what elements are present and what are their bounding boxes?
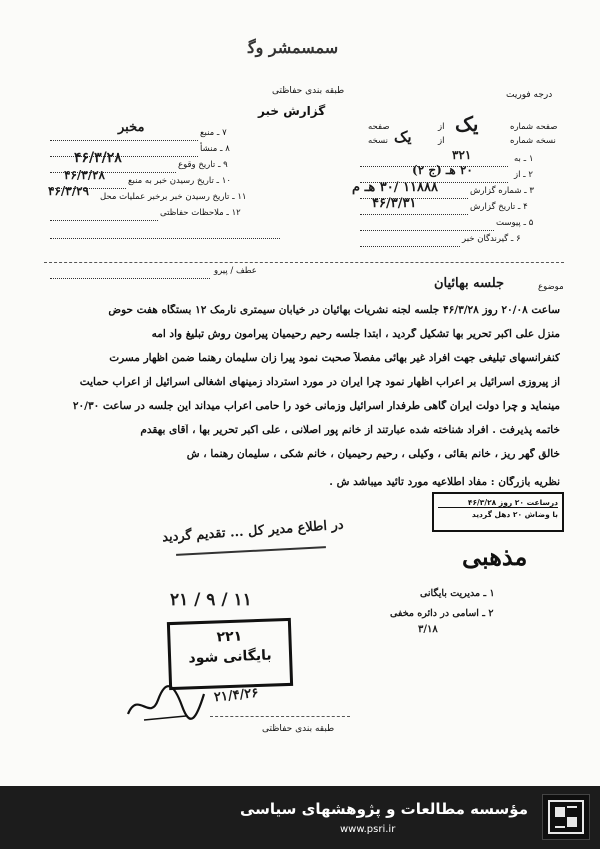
- archive-stamp-text: بایگانی شود: [188, 647, 272, 667]
- field-received-source-label: ۱۰ ـ تاریخ رسیدن خبر به منبع: [128, 176, 231, 186]
- page-number-label: صفحه شماره: [510, 122, 558, 132]
- body-line: ساعت ۲۰/۰۸ روز ۴۶/۳/۲۸ جلسه لجنه نشریات بهائیان در خیابان سیمتری نارمک ۱۲ بستگاه هفت حوض: [108, 304, 560, 316]
- copy-number-label: نسخه شماره: [510, 136, 556, 146]
- institute-logo: [542, 794, 590, 840]
- ref-label: عطف / پیرو: [214, 266, 257, 276]
- category-stamp: مذهبی: [462, 542, 528, 571]
- stamp-note: ۱ ـ مدیریت بایگانی: [420, 588, 495, 599]
- opinion-line: نظریه بازرگان : مفاد اطلاعیه مورد تائید میباشد ش .: [329, 476, 560, 488]
- body-line: کنفرانسهای تبلیغی جهت افراد غیر بهائی مفصلاً صحبت نمود پیرا زان سلیمان رهنما ضمن اظهار مسرت: [109, 352, 560, 364]
- field-report-number-label: ۳ ـ شماره گزارش: [470, 186, 534, 196]
- body-line: خالق گهر ریز ، خانم بقائی ، وکیلی ، رحیم رحیمیان ، خانم شکی ، سلیمان رهنما ، ش: [186, 448, 560, 460]
- body-line: از پیروزی اسرائیل بر اعراب اظهار نمود چرا ایران در مورد استرداد زمینهای اشغالی اسرائیل از اعراب حمایت: [79, 376, 560, 388]
- handwritten-referral: در اطلاع مدیر کل ... تقدیم گردید: [161, 517, 345, 546]
- institute-name: مؤسسه مطالعات و پژوهشهای سیاسی: [239, 800, 528, 818]
- field-source-label: ۷ ـ منبع: [200, 128, 227, 138]
- handwriting-underline: [176, 546, 326, 556]
- stamp-note: ۲ ـ اسامی در دائره مخفی: [390, 608, 494, 619]
- field-from-value: ۲۰ هـ (ج ۲): [412, 163, 473, 177]
- field-source-value: مخبر: [118, 120, 145, 135]
- field-report-date-label: ۴ ـ تاریخ گزارش: [470, 202, 528, 212]
- logo-mark-icon: [543, 795, 589, 839]
- urgency-label: درجه فوریت: [506, 90, 553, 100]
- footer-band: [0, 786, 600, 849]
- page-of-label: از: [438, 122, 445, 132]
- field-security-notes-label: ۱۲ ـ ملاحظات حفاظتی: [160, 208, 241, 218]
- page-unit-label: صفحه: [368, 122, 390, 132]
- page-value: یک: [455, 112, 479, 136]
- footer-classification: طبقه بندی حفاظتی: [262, 724, 335, 734]
- field-from-label: ۲ ـ از: [514, 170, 533, 180]
- ref-box-line1: درساعت ۲۰ روز ۴۶/۳/۲۸: [438, 498, 558, 508]
- archive-stamp-number: ۲۲۱: [216, 628, 243, 646]
- field-origin-label: ۸ ـ منشأ: [200, 144, 230, 154]
- field-received-source-value: ۴۶/۳/۲۸: [64, 168, 105, 182]
- body-line: منزل علی اکبر تحریر بها تشکیل گردید ، ابتدا جلسه رحیم رحیمیان پیرامون روش تبلیغ واد امه: [151, 328, 560, 340]
- copy-of-label: از: [438, 136, 445, 146]
- subject-label: موضوع: [538, 282, 564, 292]
- field-recipients-label: ۶ ـ گیرندگان خبر: [462, 234, 521, 244]
- field-to-value: ۳۲۱: [452, 148, 472, 162]
- ref-box-stamp: [432, 492, 564, 532]
- subject-value: جلسه بهائیان: [434, 276, 505, 291]
- copy-value: یک: [394, 128, 412, 146]
- ref-box-line2: با وضاش ۲۰ دهل گردید: [471, 510, 558, 519]
- handwritten-date: ۲۱ / ۹ / ۱۱: [170, 590, 252, 610]
- field-attachment-label: ۵ ـ پیوست: [496, 218, 534, 228]
- field-received-ops-value: ۴۶/۳/۲۹: [48, 184, 89, 198]
- field-to-label: ۱ ـ به: [514, 154, 534, 164]
- field-report-number-value: ۱۱۸۸۸ /۳۰ هـ م: [352, 180, 438, 195]
- signature: [124, 680, 208, 726]
- stamp-date-small: ۳/۱۸: [418, 624, 438, 635]
- field-event-date-label: ۹ ـ تاریخ وقوع: [178, 160, 228, 170]
- classification-label: طبقه بندی حفاظتی: [272, 86, 345, 96]
- field-received-ops-label: ۱۱ ـ تاریخ رسیدن خبر برخبر عملیات محل: [100, 192, 247, 202]
- field-event-date-value: ۴۶/۳/۲۸: [74, 150, 122, 166]
- copy-unit-label: نسخه: [368, 136, 388, 146]
- report-title: گزارش خبر: [258, 104, 326, 118]
- institute-url: www.psri.ir: [340, 824, 396, 835]
- header-scribble: ﺳﻤﺴﻤﺸﺮ ﻭﮔ: [248, 38, 339, 57]
- body-line: خاتمه پذیرفت . افراد شناخته شده عبارتند از خانم پور اصلانی ، علی اکبر تحریر بها ، آقای بهقدم: [140, 424, 560, 436]
- field-report-date-value: ۴۶/۳/۳۱: [372, 196, 417, 211]
- body-line: مینماید و چرا دولت ایران گاهی طرفدار اسرائیل وزمانی خود را حامی اعراب میداند این جلسه در ساعت ۲۰/۳۰: [72, 400, 560, 412]
- signature-date: ۲۱/۴/۲۶: [213, 685, 260, 706]
